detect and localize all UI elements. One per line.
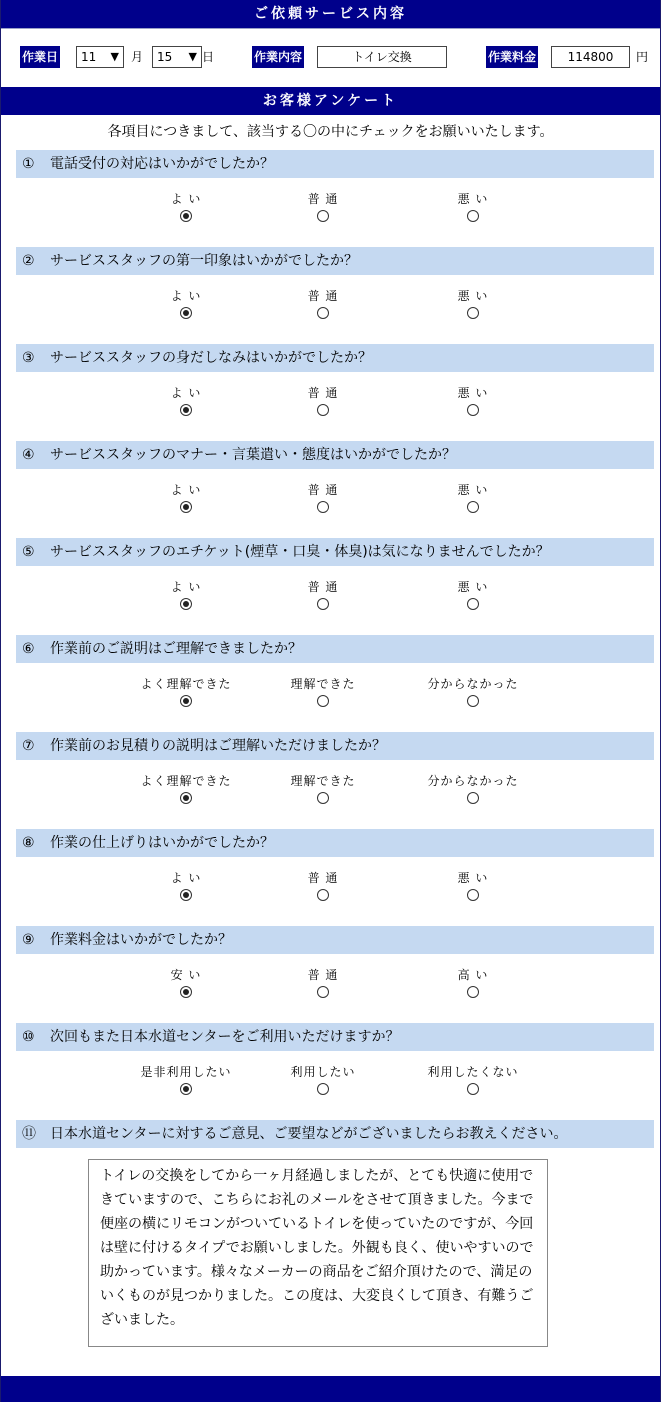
answer-option-label: 高 い	[457, 968, 489, 982]
question-number: ⑪	[22, 1126, 36, 1142]
answer-options	[1, 372, 660, 441]
radio-button[interactable]	[180, 695, 192, 707]
question-number: ⑩	[22, 1029, 35, 1045]
answer-option-label: 理解できた	[290, 774, 356, 788]
question-bar	[16, 1023, 654, 1051]
radio-button[interactable]	[467, 210, 479, 222]
answer-option[interactable]	[268, 676, 378, 711]
answer-option[interactable]	[131, 773, 241, 808]
radio-button[interactable]	[180, 307, 192, 319]
question-bar	[16, 344, 654, 372]
question-text: サービススタッフの第一印象はいかがでしたか？	[50, 253, 358, 269]
comment-textarea[interactable]: トイレの交換をしてから一ヶ月経過しましたが、とても快適に使用できていますので、こちらにお礼のメールをさせて頂きました。今まで便座の横にリモコンがついているトイレを使っていたのですが、今回は壁に付けるタイプでお願いしました。外観も良く、使いやすいので助かっています。様々なメーカーの商品をご紹介頂けたので、満足のいくものが見つかりました。この度は、大変良くして頂き、有難うございました。	[88, 1159, 548, 1347]
answer-option-label: 普 通	[307, 483, 339, 497]
answer-option[interactable]	[131, 191, 241, 226]
radio-button[interactable]	[467, 307, 479, 319]
month-unit: 月	[131, 50, 144, 64]
answer-option-label: よ い	[170, 871, 202, 885]
question-text: サービススタッフのエチケット(煙草・口臭・体臭)は気になりませんでしたか？	[50, 544, 550, 560]
answer-option-label: 普 通	[307, 968, 339, 982]
answer-options	[1, 178, 660, 247]
answer-option-label: 悪 い	[457, 483, 489, 497]
question-bar	[16, 150, 654, 178]
answer-option[interactable]	[418, 191, 528, 226]
survey-section-header: お客様アンケート	[1, 87, 660, 115]
answer-option[interactable]	[418, 773, 528, 808]
radio-button[interactable]	[180, 501, 192, 513]
radio-button[interactable]	[317, 210, 329, 222]
month-value: 11	[81, 50, 97, 64]
answer-option-label: よ い	[170, 192, 202, 206]
answer-option-label: 普 通	[307, 871, 339, 885]
answer-option[interactable]	[418, 1064, 528, 1099]
question-number: ④	[22, 447, 35, 463]
work-content-label: 作業内容	[252, 46, 304, 68]
answer-option[interactable]	[131, 870, 241, 905]
radio-button[interactable]	[317, 792, 329, 804]
work-fee-label: 作業料金	[486, 46, 538, 68]
question-number: ⑦	[22, 738, 35, 754]
answer-option[interactable]	[418, 579, 528, 614]
question-bar	[16, 635, 654, 663]
answer-option[interactable]	[131, 482, 241, 517]
radio-button[interactable]	[317, 307, 329, 319]
question-text: 日本水道センターに対するご意見、ご要望などがございましたらお教えください。	[50, 1126, 568, 1142]
radio-button[interactable]	[467, 889, 479, 901]
answer-option[interactable]	[131, 579, 241, 614]
answer-options	[1, 857, 660, 926]
answer-option[interactable]	[131, 676, 241, 711]
radio-button[interactable]	[467, 986, 479, 998]
radio-button[interactable]	[317, 404, 329, 416]
answer-options	[1, 275, 660, 344]
radio-button[interactable]	[180, 792, 192, 804]
question-number: ②	[22, 253, 35, 269]
question-number: ⑤	[22, 544, 35, 560]
question-number: ③	[22, 350, 35, 366]
service-section-header: ご依頼サービス内容	[1, 0, 660, 29]
answer-option-label: よ い	[170, 289, 202, 303]
question-text: 作業料金はいかがでしたか？	[50, 932, 232, 948]
question-number: ⑨	[22, 932, 35, 948]
answer-option[interactable]	[268, 773, 378, 808]
question-text: 次回もまた日本水道センターをご利用いただけますか？	[50, 1029, 400, 1045]
answer-option[interactable]	[268, 870, 378, 905]
work-date-label: 作業日	[20, 46, 60, 68]
question-number: ⑥	[22, 641, 35, 657]
answer-option[interactable]	[418, 288, 528, 323]
question-text: サービススタッフのマナー・言葉遣い・態度はいかがでしたか？	[50, 447, 456, 463]
question-text: 作業前のお見積りの説明はご理解いただけましたか？	[50, 738, 386, 754]
answer-option-label: 利用したくない	[427, 1065, 519, 1079]
question-bar	[16, 926, 654, 954]
radio-button[interactable]	[180, 889, 192, 901]
question-list	[1, 150, 660, 1120]
question-text: 作業前のご説明はご理解できましたか？	[50, 641, 302, 657]
question-bar	[16, 538, 654, 566]
answer-option[interactable]	[131, 385, 241, 420]
comment-question-bar	[16, 1120, 654, 1148]
answer-option-label: 安 い	[170, 968, 202, 982]
answer-option[interactable]	[131, 288, 241, 323]
survey-intro: 各項目につきまして、該当する〇の中にチェックをお願いいたします。	[107, 124, 554, 140]
radio-button[interactable]	[317, 501, 329, 513]
answer-option-label: 利用したい	[290, 1065, 356, 1079]
day-select[interactable]	[152, 46, 202, 68]
answer-option[interactable]	[131, 967, 241, 1002]
answer-option-label: 悪 い	[457, 289, 489, 303]
question-bar	[16, 829, 654, 857]
answer-option-label: 分からなかった	[427, 774, 519, 788]
radio-button[interactable]	[317, 986, 329, 998]
radio-button[interactable]	[180, 598, 192, 610]
answer-option[interactable]	[268, 385, 378, 420]
day-value: 15	[157, 50, 173, 64]
radio-button[interactable]	[180, 404, 192, 416]
work-info-row	[1, 29, 660, 87]
answer-option[interactable]	[131, 1064, 241, 1099]
question-bar	[16, 441, 654, 469]
radio-button[interactable]	[467, 598, 479, 610]
radio-button[interactable]	[467, 404, 479, 416]
fee-unit: 円	[636, 50, 649, 64]
radio-button[interactable]	[180, 210, 192, 222]
question-text: サービススタッフの身だしなみはいかがでしたか？	[50, 350, 372, 366]
answer-option-label: 普 通	[307, 192, 339, 206]
answer-options	[1, 469, 660, 538]
radio-button[interactable]	[317, 598, 329, 610]
work-fee-field[interactable]: 114800	[551, 46, 630, 68]
question-text: 電話受付の対応はいかがでしたか？	[50, 156, 274, 172]
answer-option[interactable]	[268, 191, 378, 226]
day-unit: 日	[202, 50, 215, 64]
answer-option-label: よく理解できた	[140, 677, 232, 691]
radio-button[interactable]	[467, 501, 479, 513]
question-bar	[16, 732, 654, 760]
answer-option-label: よ い	[170, 483, 202, 497]
answer-option-label: 理解できた	[290, 677, 356, 691]
radio-button[interactable]	[317, 889, 329, 901]
answer-option-label: 悪 い	[457, 386, 489, 400]
answer-option-label: よ い	[170, 580, 202, 594]
answer-option-label: 悪 い	[457, 192, 489, 206]
question-bar	[16, 247, 654, 275]
answer-option-label: よく理解できた	[140, 774, 232, 788]
answer-option-label: 普 通	[307, 386, 339, 400]
month-select[interactable]	[76, 46, 124, 68]
question-number: ①	[22, 156, 35, 172]
answer-options	[1, 1051, 660, 1120]
answer-options	[1, 954, 660, 1023]
answer-option[interactable]	[418, 870, 528, 905]
answer-option-label: 悪 い	[457, 871, 489, 885]
answer-option-label: 分からなかった	[427, 677, 519, 691]
answer-option[interactable]	[268, 482, 378, 517]
chevron-down-icon: ▼	[188, 50, 197, 63]
answer-option[interactable]	[418, 385, 528, 420]
chevron-down-icon: ▼	[110, 50, 119, 63]
radio-button[interactable]	[180, 986, 192, 998]
answer-option-label: よ い	[170, 386, 202, 400]
answer-option[interactable]	[418, 967, 528, 1002]
question-text: 作業の仕上げりはいかがでしたか？	[50, 835, 274, 851]
answer-option-label: 悪 い	[457, 580, 489, 594]
radio-button[interactable]	[317, 695, 329, 707]
question-number: ⑧	[22, 835, 35, 851]
work-content-field[interactable]: トイレ交換	[317, 46, 447, 68]
answer-options	[1, 760, 660, 829]
footer-bar	[1, 1376, 660, 1402]
answer-option[interactable]	[418, 482, 528, 517]
answer-option[interactable]	[268, 288, 378, 323]
radio-button[interactable]	[317, 1083, 329, 1095]
answer-option[interactable]	[268, 967, 378, 1002]
radio-button[interactable]	[467, 792, 479, 804]
answer-options	[1, 663, 660, 732]
radio-button[interactable]	[467, 695, 479, 707]
answer-option-label: 普 通	[307, 580, 339, 594]
answer-option[interactable]	[268, 1064, 378, 1099]
radio-button[interactable]	[180, 1083, 192, 1095]
answer-options	[1, 566, 660, 635]
radio-button[interactable]	[467, 1083, 479, 1095]
answer-option-label: 是非利用したい	[140, 1065, 232, 1079]
answer-option[interactable]	[268, 579, 378, 614]
answer-option[interactable]	[418, 676, 528, 711]
answer-option-label: 普 通	[307, 289, 339, 303]
